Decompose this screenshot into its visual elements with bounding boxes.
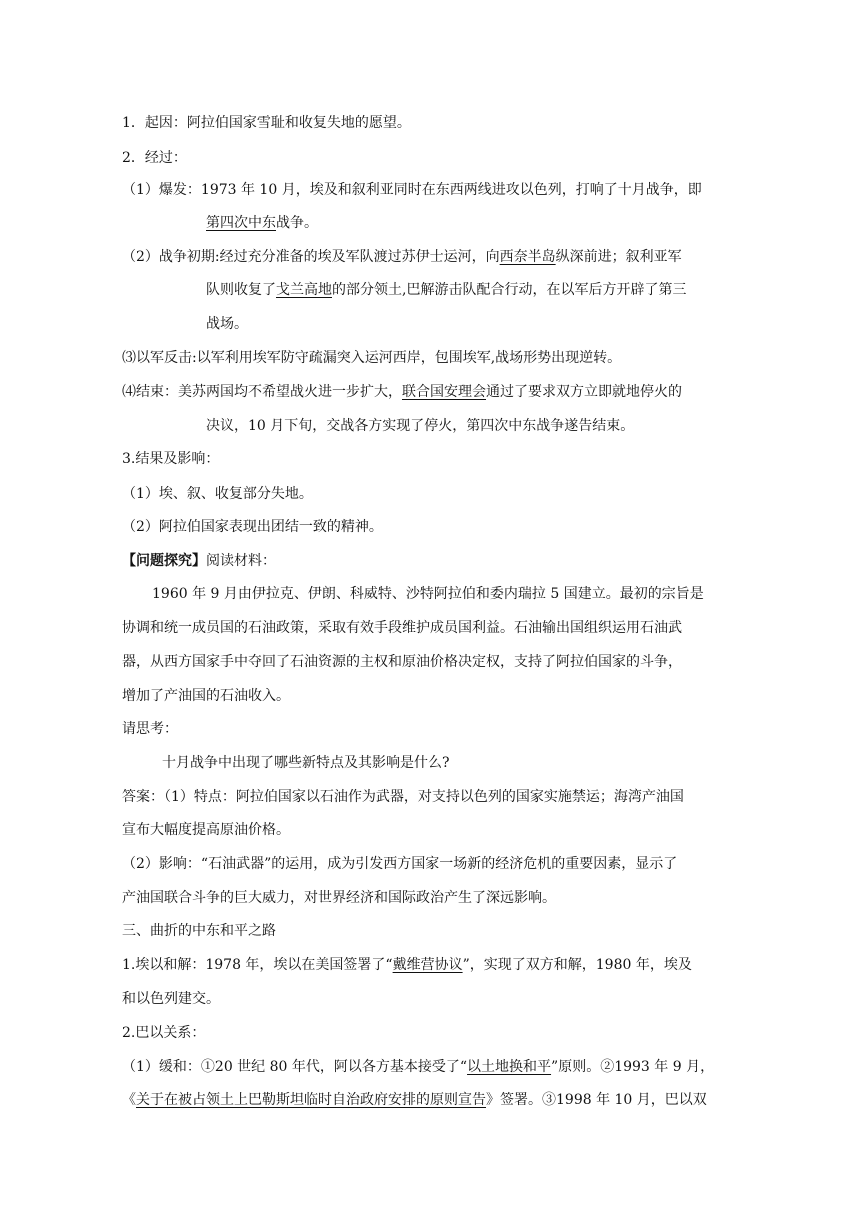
text-line: 《关于在被占领土上巴勒斯坦临时自治政府安排的原则宣告》签署。③1998 年 10 月，巴以双 (122, 1092, 707, 1108)
text-line: ⑷结束：美苏两国均不希望战火进一步扩大，联合国安理会通过了要求双方立即就地停火的 (122, 384, 682, 400)
text-line: 1.埃以和解：1978 年，埃以在美国签署了“戴维营协议”，实现了双方和解，1980 年，埃及 (122, 957, 692, 973)
text-line: 宣布大幅度提高原油价格。 (122, 822, 290, 838)
text-line: 战场。 (206, 316, 248, 332)
text-line: 产油国联合斗争的巨大威力，对世界经济和国际政治产生了深远影响。 (122, 890, 556, 906)
text-line: 1．起因：阿拉伯国家雪耻和收复失地的愿望。 (122, 115, 411, 131)
text-line: （1）缓和：①20 世纪 80 年代，阿以各方基本接受了“以土地换和平”原则。②1993 年 9 月， (122, 1059, 715, 1075)
underlined-term: 关于在被占领土上巴勒斯坦临时自治政府安排的原则宣告 (136, 1092, 486, 1108)
text-line: 增加了产油国的石油收入。 (122, 688, 290, 704)
text-line: 3.结果及影响： (122, 451, 220, 467)
text-line: 决议，10 月下旬，交战各方实现了停火，第四次中东战争遂告结束。 (206, 418, 635, 434)
underlined-term: 第四次中东 (206, 215, 276, 231)
text-line: （2）阿拉伯国家表现出团结一致的精神。 (122, 519, 383, 535)
text-line: 答案：（1）特点：阿拉伯国家以石油作为武器，对支持以色列的国家实施禁运；海湾产油国 (122, 789, 684, 805)
text-line: （1）埃、叙、收复部分失地。 (122, 486, 313, 502)
underlined-term: 以土地换和平 (467, 1059, 552, 1075)
text-line: 第四次中东战争。 (206, 215, 318, 231)
underlined-term: 西奈半岛 (499, 249, 556, 265)
text-line: 【问题探究】阅读材料： (122, 553, 276, 569)
text-line: 协调和统一成员国的石油政策，采取有效手段维护成员国利益。石油输出国组织运用石油武 (122, 620, 682, 636)
underlined-term: 联合国安理会 (402, 384, 486, 400)
text-line: 请思考： (122, 721, 178, 737)
text-line: （1）爆发：1973 年 10 月，埃及和叙利亚同时在东西两线进攻以色列，打响了十月战争，即 (122, 182, 702, 198)
text-line: ⑶以军反击:以军利用埃军防守疏漏突入运河西岸，包围埃军,战场形势出现逆转。 (122, 350, 622, 366)
text-line: 2.巴以关系： (122, 1025, 206, 1041)
underlined-term: 戈兰高地 (276, 282, 332, 298)
text-line: 三、曲折的中东和平之路 (122, 923, 276, 939)
text-line: 1960 年 9 月由伊拉克、伊朗、科威特、沙特阿拉伯和委内瑞拉 5 国建立。最初的宗旨是 (152, 586, 704, 602)
text-line: （2）战争初期:经过充分准备的埃及军队渡过苏伊士运河，向西奈半岛纵深前进；叙利亚军 (122, 249, 682, 265)
text-line: 队则收复了戈兰高地的部分领土,巴解游击队配合行动，在以军后方开辟了第三 (206, 282, 687, 298)
underlined-term: 戴维营协议 (392, 957, 463, 973)
text-line: 器，从西方国家手中夺回了石油资源的主权和原油价格决定权，支持了阿拉伯国家的斗争， (122, 654, 682, 670)
text-line: （2）影响：“石油武器”的运用，成为引发西方国家一场新的经济危机的重要因素，显示了 (122, 856, 678, 872)
text-line: 和以色列建交。 (122, 991, 220, 1007)
section-heading: 【问题探究】 (122, 553, 206, 569)
text-line: 2．经过： (122, 150, 187, 166)
text-line: 十月战争中出现了哪些新特点及其影响是什么? (162, 755, 450, 771)
